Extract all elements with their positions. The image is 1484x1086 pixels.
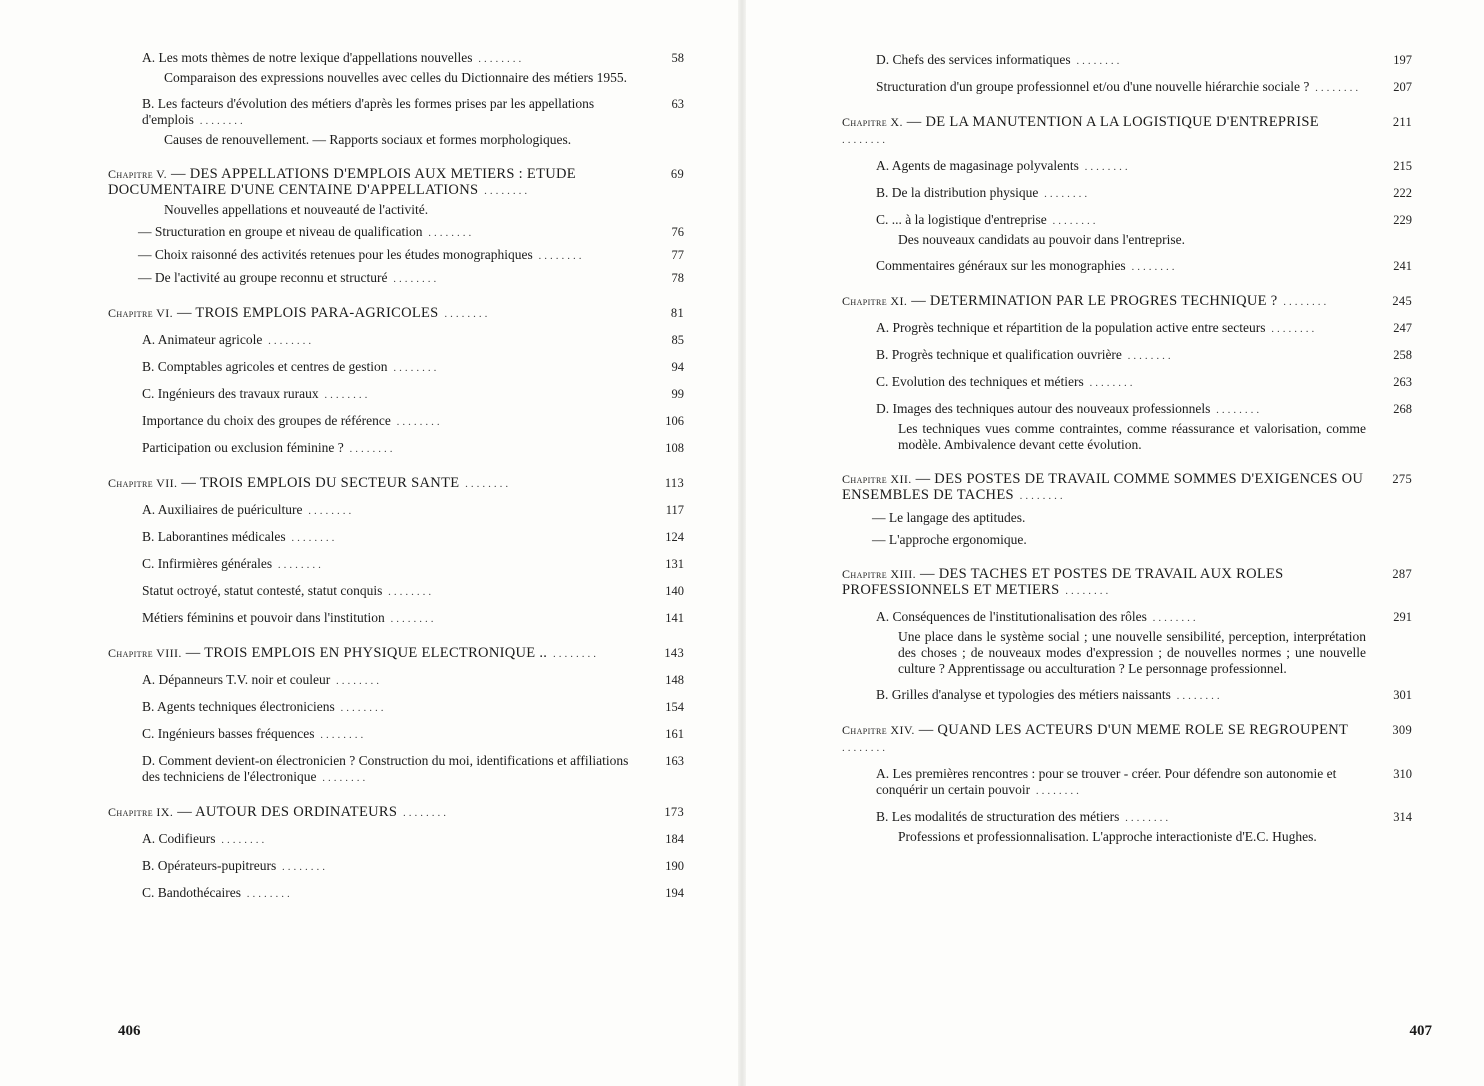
toc-row [876, 212, 1412, 229]
entry-description: Comparaison des expressions nouvelles avec celles du Dictionnaire des métiers 1955. [164, 70, 628, 85]
entry-title: — De l'activité au groupe reconnu et structuré [138, 270, 388, 285]
page-ref: 173 [664, 805, 684, 819]
page-ref: 69 [670, 167, 684, 181]
entry-title: C. Ingénieurs basses fréquences [142, 726, 315, 741]
chapter-title: — DES POSTES DE TRAVAIL COMME SOMMES D'EXIGENCES OU ENSEMBLES DE TACHES [842, 471, 1364, 503]
entry-title: B. Agents techniques électroniciens [142, 699, 335, 714]
entry-title: B. Grilles d'analyse et typologies des métiers naissants [876, 687, 1171, 702]
dot-leader: ........ [330, 675, 382, 687]
dot-leader: ........ [318, 389, 371, 401]
dot-leader: ........ [384, 613, 437, 625]
chapter-title: — TROIS EMPLOIS PARA-AGRICOLES [176, 305, 439, 321]
toc-row [142, 583, 684, 600]
entry-title: A. Dépanneurs T.V. noir et couleur [142, 672, 331, 687]
page-ref: 268 [1393, 402, 1412, 416]
toc-dash-item [842, 532, 1412, 548]
toc-row [842, 722, 1412, 756]
dot-leader: ........ [1309, 82, 1362, 94]
entry-title: D. Images des techniques autour des nouveaux professionnels [876, 401, 1211, 416]
dot-leader: ........ [1078, 161, 1131, 173]
toc-entry [108, 359, 684, 376]
toc-entry [842, 809, 1412, 845]
dot-leader: ........ [193, 115, 246, 127]
dot-leader: ........ [382, 586, 435, 598]
toc-chapter [108, 166, 684, 218]
toc-dash-item [842, 510, 1412, 526]
toc-row [142, 610, 684, 627]
right-page [742, 0, 1484, 1086]
page-ref: 291 [1393, 610, 1412, 624]
entry-title: Métiers féminins et pouvoir dans l'institution [142, 610, 385, 625]
toc-row [138, 270, 684, 287]
entry-description: Nouvelles appellations et nouveauté de l'activité. [164, 202, 429, 217]
entry-title: A. Animateur agricole [142, 332, 263, 347]
chapter-label: Chapitre X. [842, 115, 903, 129]
dot-leader: ........ [1265, 323, 1318, 335]
page-ref: 76 [671, 225, 684, 239]
toc-row [108, 166, 684, 199]
page-ref: 94 [671, 360, 684, 374]
page-ref: 141 [665, 611, 684, 625]
entry-description: Une place dans le système social ; une nouvelle sensibilité, perception, interprétation des choses ; de nouveaux modes d'expression ; de nouvelles normes ; une nouvelle culture ? Apprentissage ou acculturation ? Le personnage professionnel. [898, 629, 1366, 676]
page-ref: 309 [1392, 723, 1412, 737]
dot-leader: ........ [1121, 350, 1174, 362]
page-ref: 207 [1393, 80, 1412, 94]
toc-row [872, 532, 1412, 548]
entry-title: A. Codifieurs [142, 831, 216, 846]
toc-row [138, 247, 684, 264]
chapter-label: Chapitre VI. [108, 306, 174, 320]
toc-entry [108, 529, 684, 546]
toc-entry [108, 50, 684, 86]
chapter-title: — DES TACHES ET POSTES DE TRAVAIL AUX ROLES PROFESSIONNELS ET METIERS [842, 566, 1284, 598]
chapter-title: — TROIS EMPLOIS DU SECTEUR SANTE [181, 475, 460, 491]
toc-entry [108, 583, 684, 600]
page-ref: 81 [670, 306, 684, 320]
page-ref: 124 [665, 530, 684, 544]
toc-entry [842, 766, 1412, 799]
page-ref: 78 [671, 271, 684, 285]
dot-leader: ........ [532, 250, 585, 262]
entry-description: Les techniques vues comme contraintes, comme réassurance et valorisation, comme modèle. Ambivalence devant cette évolution. [898, 421, 1366, 452]
dot-leader: ........ [1059, 585, 1112, 597]
chapter-label: Chapitre V. [108, 167, 168, 181]
toc-entry [108, 831, 684, 848]
toc-row [876, 766, 1412, 799]
toc-row [142, 502, 684, 519]
chapter-label: Chapitre IX. [108, 805, 174, 819]
toc-entry [108, 726, 684, 743]
toc-chapter [108, 804, 684, 821]
entry-title: — Choix raisonné des activités retenues pour les études monographiques [138, 247, 533, 262]
toc-row [142, 332, 684, 349]
page-ref: 85 [671, 333, 684, 347]
entry-title: — L'approche ergonomique. [872, 532, 1027, 547]
dot-leader: ........ [1125, 261, 1178, 273]
dot-leader: ........ [842, 134, 888, 146]
dot-leader: ........ [262, 335, 315, 347]
entry-title: B. De la distribution physique [876, 185, 1039, 200]
page-ref: 258 [1393, 348, 1412, 362]
page-ref: 63 [671, 97, 684, 111]
toc-row [876, 52, 1412, 69]
toc-row [142, 831, 684, 848]
toc-row [872, 510, 1412, 526]
entry-title: A. Agents de magasinage polyvalents [876, 158, 1079, 173]
page-ref: 154 [665, 700, 684, 714]
toc-dash-item [108, 270, 684, 287]
toc-row [842, 114, 1412, 148]
chapter-title: — DES APPELLATIONS D'EMPLOIS AUX METIERS : ETUDE DOCUMENTAIRE D'UNE CENTAINE D'APPELLATIONS [108, 166, 576, 198]
dot-leader: ........ [422, 227, 475, 239]
entry-title: Importance du choix des groupes de référence [142, 413, 391, 428]
toc-row [108, 804, 684, 821]
entry-title: C. ... à la logistique d'entreprise [876, 212, 1047, 227]
dot-leader: ........ [1070, 55, 1123, 67]
page-number-right: 407 [1409, 1023, 1432, 1039]
dot-leader: ........ [314, 729, 367, 741]
entry-title: Commentaires généraux sur les monographies [876, 258, 1126, 273]
entry-description: Professions et professionnalisation. L'approche interactioniste d'E.C. Hughes. [898, 829, 1317, 844]
entry-title: B. Comptables agricoles et centres de gestion [142, 359, 388, 374]
dot-leader: ........ [302, 505, 355, 517]
dot-leader: ........ [1210, 404, 1263, 416]
dot-leader: ........ [1277, 296, 1330, 308]
chapter-title: — AUTOUR DES ORDINATEURS [177, 804, 398, 820]
entry-title: — Structuration en groupe et niveau de qualification [138, 224, 423, 239]
toc-chapter [108, 645, 684, 662]
page-ref: 143 [664, 646, 684, 660]
table-of-contents-right [842, 42, 1412, 845]
dot-leader: ........ [842, 742, 888, 754]
entry-title: A. Auxiliaires de puériculture [142, 502, 303, 517]
chapter-label: Chapitre XIV. [842, 723, 915, 737]
dot-leader: ........ [438, 308, 491, 320]
page-ref: 148 [665, 673, 684, 687]
page-ref: 99 [671, 387, 684, 401]
dot-leader: ........ [215, 834, 268, 846]
toc-entry [108, 332, 684, 349]
page-ref: 247 [1393, 321, 1412, 335]
toc-entry [108, 672, 684, 689]
toc-row [142, 672, 684, 689]
chapter-label: Chapitre XII. [842, 472, 912, 486]
page-ref: 58 [671, 51, 684, 65]
page-ref: 215 [1393, 159, 1412, 173]
toc-row [876, 809, 1412, 826]
toc-entry [108, 413, 684, 430]
page-ref: 161 [665, 727, 684, 741]
toc-row [842, 566, 1412, 599]
entry-title: B. Progrès technique et qualification ouvrière [876, 347, 1122, 362]
dot-leader: ........ [1038, 188, 1091, 200]
toc-row [876, 609, 1412, 626]
page-ref: 108 [665, 441, 684, 455]
entry-title: B. Opérateurs-pupitreurs [142, 858, 277, 873]
dot-leader: ........ [459, 478, 512, 490]
toc-row [108, 475, 684, 492]
toc-row [142, 753, 684, 786]
table-of-contents-left [108, 40, 684, 902]
toc-entry [108, 610, 684, 627]
toc-entry [842, 687, 1412, 704]
entry-description: Des nouveaux candidats au pouvoir dans l'entreprise. [898, 232, 1185, 247]
toc-row [876, 687, 1412, 704]
dot-leader: ........ [276, 861, 328, 873]
toc-chapter [842, 114, 1412, 148]
toc-entry [108, 753, 684, 786]
toc-section [842, 258, 1412, 275]
page-ref: 163 [665, 754, 684, 768]
dot-leader: ........ [1146, 612, 1199, 624]
page-ref: 211 [1392, 115, 1412, 129]
toc-row [876, 401, 1412, 418]
dot-leader: ........ [547, 648, 599, 660]
page-ref: 77 [671, 248, 684, 262]
page-ref: 301 [1393, 688, 1412, 702]
toc-row [108, 645, 684, 662]
page-ref: 184 [665, 832, 684, 846]
toc-row [142, 529, 684, 546]
toc-entry [842, 320, 1412, 337]
dot-leader: ........ [387, 362, 440, 374]
toc-entry [108, 96, 684, 148]
chapter-label: Chapitre XIII. [842, 567, 917, 581]
entry-title: Structuration d'un groupe professionnel et/ou d'une nouvelle hiérarchie sociale ? [876, 79, 1310, 94]
entry-title: D. Comment devient-on électronicien ? Construction du moi, identifications et affiliations des techniciens de l'électronique [142, 753, 629, 784]
dot-leader: ........ [1119, 812, 1172, 824]
page-ref: 275 [1392, 472, 1412, 486]
toc-entry [842, 609, 1412, 677]
toc-row [842, 293, 1412, 310]
page-ref: 106 [665, 414, 684, 428]
page-ref: 117 [665, 503, 684, 517]
toc-row [876, 185, 1412, 202]
toc-dash-item [108, 247, 684, 264]
chapter-label: Chapitre VIII. [108, 646, 182, 660]
entry-title: Statut octroyé, statut contesté, statut conquis [142, 583, 383, 598]
toc-row [876, 374, 1412, 391]
dot-leader: ........ [334, 702, 387, 714]
toc-chapter [108, 305, 684, 322]
dot-leader: ........ [1083, 377, 1136, 389]
toc-row [876, 258, 1412, 275]
page-ref: 314 [1393, 810, 1412, 824]
dot-leader: ........ [240, 888, 293, 900]
dot-leader: ........ [272, 559, 324, 571]
entry-title: C. Infirmières générales [142, 556, 273, 571]
toc-section [842, 79, 1412, 96]
toc-chapter [108, 475, 684, 492]
toc-row [142, 885, 684, 902]
entry-title: A. Conséquences de l'institutionalisation des rôles [876, 609, 1147, 624]
toc-dash-item [108, 224, 684, 241]
dot-leader: ........ [472, 53, 525, 65]
page-ref: 222 [1393, 186, 1412, 200]
toc-row [142, 699, 684, 716]
toc-row [142, 440, 684, 457]
dot-leader: ........ [1170, 690, 1223, 702]
entry-title: B. Les facteurs d'évolution des métiers d'après les formes prises par les appellations d'emplois [142, 96, 595, 127]
toc-row [142, 413, 684, 430]
toc-entry [842, 212, 1412, 248]
page-number-left: 406 [118, 1023, 141, 1039]
toc-entry [108, 858, 684, 875]
dot-leader: ........ [1013, 490, 1066, 502]
toc-entry [842, 374, 1412, 391]
dot-leader: ........ [343, 443, 396, 455]
entry-title: A. Progrès technique et répartition de la population active entre secteurs [876, 320, 1266, 335]
page-ref: 229 [1393, 213, 1412, 227]
toc-entry [842, 401, 1412, 453]
page-ref: 194 [665, 886, 684, 900]
page-ref: 245 [1392, 294, 1412, 308]
chapter-title: — DE LA MANUTENTION A LA LOGISTIQUE D'ENTREPRISE [906, 114, 1319, 130]
page-ref: 241 [1393, 259, 1412, 273]
entry-title: B. Les modalités de structuration des métiers [876, 809, 1120, 824]
toc-row [142, 858, 684, 875]
toc-row [108, 305, 684, 322]
entry-title: C. Evolution des techniques et métiers [876, 374, 1084, 389]
dot-leader: ........ [1046, 215, 1099, 227]
page-ref: 190 [665, 859, 684, 873]
chapter-label: Chapitre VII. [108, 476, 178, 490]
dot-leader: ........ [285, 532, 338, 544]
toc-entry [108, 440, 684, 457]
entry-title: D. Chefs des services informatiques [876, 52, 1071, 67]
entry-title: B. Laborantines médicales [142, 529, 286, 544]
toc-entry [108, 885, 684, 902]
toc-row [842, 471, 1412, 504]
entry-title: C. Ingénieurs des travaux ruraux [142, 386, 319, 401]
toc-entry [108, 386, 684, 403]
toc-entry [842, 158, 1412, 175]
toc-row [142, 96, 684, 129]
dot-leader: ........ [397, 807, 449, 819]
toc-entry [842, 185, 1412, 202]
toc-entry [108, 556, 684, 573]
toc-row [876, 347, 1412, 364]
toc-chapter [842, 566, 1412, 599]
toc-row [142, 359, 684, 376]
page-ref: 287 [1392, 567, 1412, 581]
dot-leader: ........ [1030, 785, 1082, 797]
toc-entry [108, 699, 684, 716]
toc-row [876, 79, 1412, 96]
dot-leader: ........ [478, 185, 531, 197]
page-ref: 310 [1393, 767, 1412, 781]
chapter-label: Chapitre XI. [842, 294, 908, 308]
toc-entry [842, 52, 1412, 69]
page-ref: 140 [665, 584, 684, 598]
toc-row [142, 386, 684, 403]
toc-chapter [842, 293, 1412, 310]
toc-row [142, 50, 684, 67]
toc-row [876, 320, 1412, 337]
toc-chapter [842, 722, 1412, 756]
entry-title: C. Bandothécaires [142, 885, 241, 900]
entry-title: A. Les mots thèmes de notre lexique d'appellations nouvelles [142, 50, 473, 65]
toc-entry [842, 347, 1412, 364]
chapter-title: — TROIS EMPLOIS EN PHYSIQUE ELECTRONIQUE .. [185, 645, 548, 661]
dot-leader: ........ [390, 416, 443, 428]
toc-row [138, 224, 684, 241]
dot-leader: ........ [316, 772, 369, 784]
chapter-title: — DETERMINATION PAR LE PROGRES TECHNIQUE ? [911, 293, 1278, 309]
page-ref: 263 [1393, 375, 1412, 389]
entry-title: A. Les premières rencontres : pour se trouver - créer. Pour défendre son autonomie et conquérir un certain pouvoir [876, 766, 1337, 797]
dot-leader: ........ [387, 273, 440, 285]
page-ref: 113 [664, 476, 684, 490]
toc-chapter [842, 471, 1412, 504]
entry-title: Participation ou exclusion féminine ? [142, 440, 344, 455]
chapter-title: — QUAND LES ACTEURS D'UN MEME ROLE SE REGROUPENT [918, 722, 1349, 738]
toc-row [876, 158, 1412, 175]
entry-title: — Le langage des aptitudes. [872, 510, 1026, 525]
toc-row [142, 556, 684, 573]
page-ref: 131 [665, 557, 684, 571]
toc-row [142, 726, 684, 743]
entry-description: Causes de renouvellement. — Rapports sociaux et formes morphologiques. [164, 132, 572, 147]
toc-entry [108, 502, 684, 519]
page-ref: 197 [1393, 53, 1412, 67]
